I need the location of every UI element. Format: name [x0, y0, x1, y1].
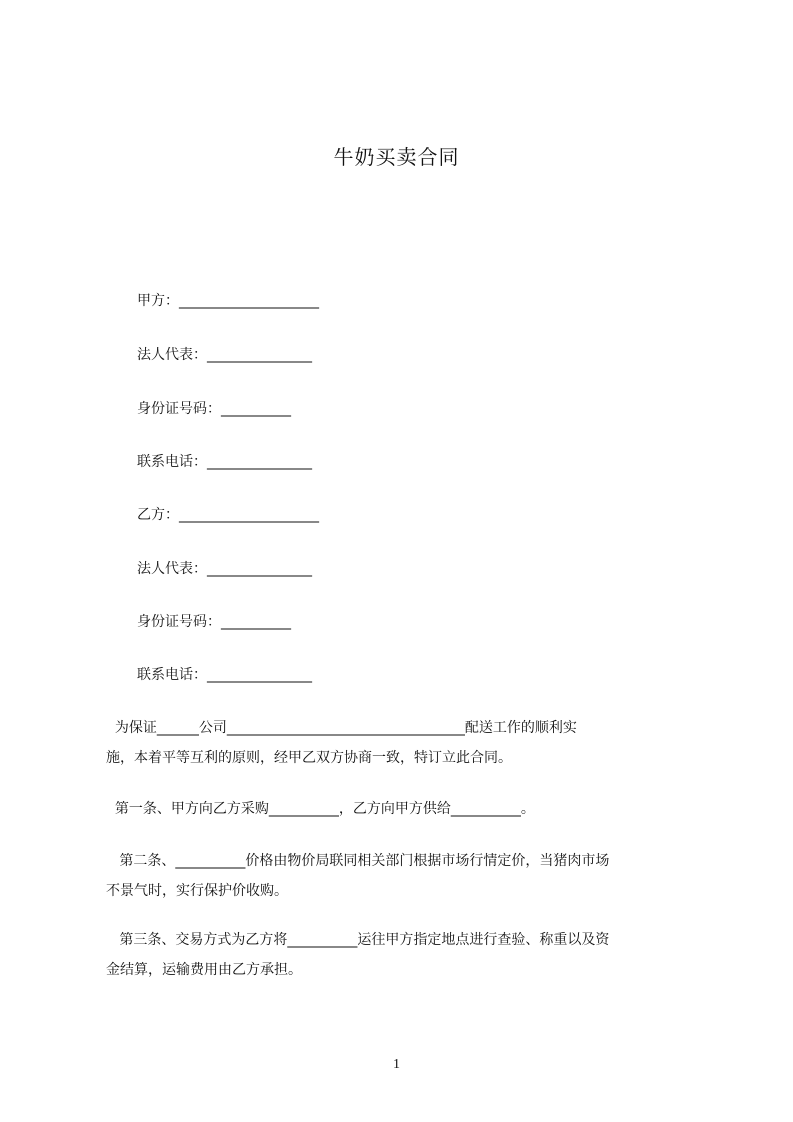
paragraph-line: 为保证______公司__________________________________配送工作的顺利实 [106, 720, 577, 736]
article-1-paragraph [106, 794, 706, 824]
party-a-id-number-field: 身份证号码：__________ [137, 401, 291, 417]
paragraph-line: 施，本着平等互利的原则，经甲乙双方协商一致，特订立此合同。 [106, 750, 512, 766]
party-b-legal-rep-field: 法人代表：_______________ [137, 561, 312, 577]
party-a-legal-rep-field: 法人代表：_______________ [137, 347, 312, 363]
paragraph-line: 第二条、__________价格由物价局联同相关部门根据市场行情定价，当猪肉市场 [106, 853, 610, 869]
party-b-id-number-field: 身份证号码：__________ [137, 614, 291, 630]
article-2-paragraph [106, 846, 706, 906]
preamble-paragraph [106, 713, 706, 773]
paragraph-line: 金结算，运输费用由乙方承担。 [106, 962, 302, 978]
document-title: 牛奶买卖合同 [333, 145, 460, 169]
page-number: 1 [393, 1057, 400, 1072]
party-a-field: 甲方：____________________ [137, 293, 319, 309]
paragraph-line: 第三条、交易方式为乙方将__________运往甲方指定地点进行查验、称重以及资 [106, 932, 610, 948]
paragraph-line: 第一条、甲方向乙方采购__________，乙方向甲方供给__________。 [106, 801, 535, 817]
party-a-phone-field: 联系电话：_______________ [137, 454, 312, 470]
paragraph-line: 不景气时，实行保护价收购。 [106, 883, 288, 899]
party-b-field: 乙方：____________________ [137, 507, 319, 523]
article-3-paragraph [106, 925, 706, 985]
party-b-phone-field: 联系电话：_______________ [137, 667, 312, 683]
